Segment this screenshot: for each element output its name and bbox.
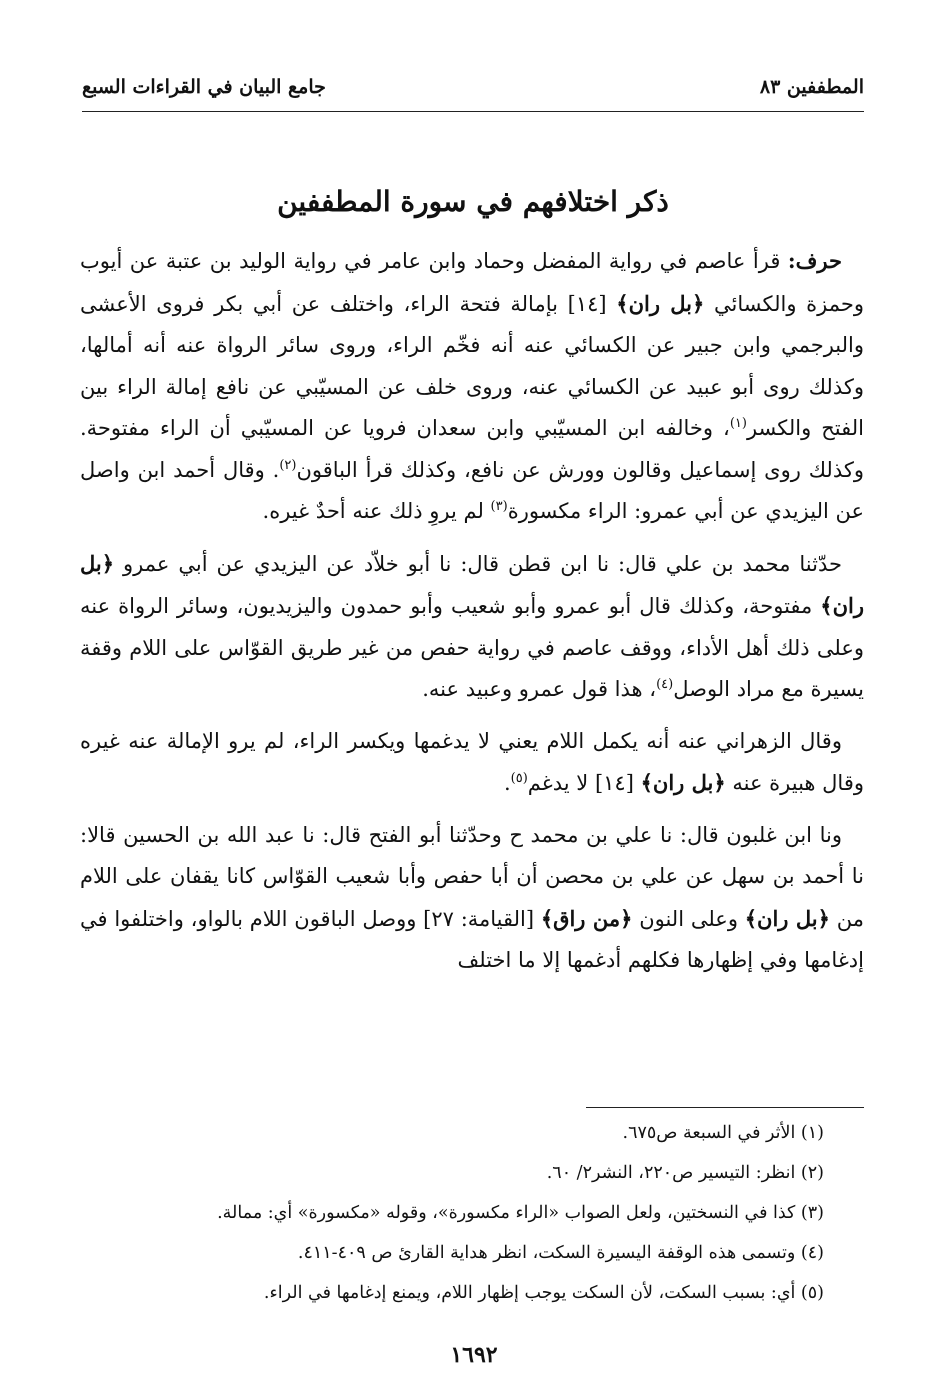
- footnote-5: (٥) أي: بسبب السكت، لأن السكت يوجب إظهار اللام، ويمنع إدغامها في الراء.: [263, 1283, 824, 1303]
- footnote-marker: (٢): [279, 457, 297, 473]
- paragraph-lead: حرف:: [787, 248, 842, 273]
- quran-quote: ﴿بل ران﴾: [80, 550, 864, 618]
- footnote-2: (٢) انظر: التيسير ص٢٢٠، النشر٢/ ٦٠.: [546, 1163, 824, 1183]
- text-run: [١٤] لا يدغم: [527, 771, 641, 795]
- chapter-title: ذكر اختلافهم في سورة المطففين: [277, 185, 669, 218]
- text-run: وقال الزهراني عنه أنه يكمل اللام يعني لا يدغمها ويكسر الراء، لم يرو الإمالة عنه غيره وقال هبيرة عنه: [80, 728, 864, 795]
- text-run: ، هذا قول عمرو وعبيد عنه.: [422, 677, 657, 701]
- text-run: .: [503, 771, 511, 795]
- footnote-1: (١) الأثر في السبعة ص٦٧٥.: [622, 1123, 824, 1143]
- paragraph-4: [80, 815, 864, 982]
- paragraph-3: [80, 721, 864, 805]
- quran-quote: ﴿بل ران﴾: [744, 905, 830, 931]
- running-header: [82, 66, 864, 110]
- footnotes: [80, 1122, 864, 1322]
- text-run: وعلى النون: [632, 906, 745, 931]
- text-run: ، وخالفه ابن المسيّبي وابن سعدان فرويا عن المسيّبي أن الراء مفتوحة. وكذلك روى إسماعيل وقالون وورش عن نافع، وكذلك قرأ الباقون: [80, 416, 864, 482]
- paragraph-2: [80, 543, 864, 711]
- text-run: [القيامة: ٢٧] ووصل الباقون اللام بالواو، واختلفوا في إدغامها وفي إظهارها فكلهم أدغمها إلا ما اختلف: [80, 906, 864, 972]
- paragraph-1: [80, 240, 864, 533]
- footnote-marker: (٤): [656, 677, 674, 692]
- text-run: [١٤] بإمالة فتحة الراء، واختلف عن أبي بكر فروى الأعشى والبرجمي وابن جبير عن الكسائي عنه أنه فخّم الراء، وروى سائر الرواة عنه أنه أمالها، وكذلك روى أبو عبيد عن الكسائي عنه، وروى خلف عن المسيّبي عن نافع إمالة الراء بين الفتح والكسر: [80, 291, 865, 440]
- page-number: ١٦٩٢: [450, 1342, 498, 1368]
- footnote-marker: (٥): [510, 771, 528, 786]
- text-run: ونا ابن غلبون قال: نا علي بن محمد ح وحدّثنا أبو الفتح قال: نا عبد الله بن الحسين قالا: نا أحمد بن سهل عن علي بن محصن أن أبا حفص وأبا شعيب القوّاس كانا يقفان على اللام من: [80, 822, 864, 931]
- header-divider: [82, 111, 864, 112]
- text-run: مفتوحة، وكذلك قال أبو عمرو وأبو شعيب وأبو حمدون واليزيديون، وسائر الرواة عنه وعلى ذلك أهل الأداء، ووقف عاصم في رواية حفص من غير طريق القوّاس على اللام وقفة يسيرة مع مراد الوصل: [80, 594, 864, 701]
- quran-quote: ﴿من راق﴾: [540, 905, 633, 931]
- footnote-marker: (٣): [490, 499, 508, 514]
- header-book-title: جامع البيان في القراءات السبع: [82, 76, 326, 98]
- footnote-marker: (١): [729, 416, 747, 431]
- text-run: لم يروِ ذلك عنه أحدٌ غيره.: [262, 499, 491, 523]
- header-surah-label: المطففين ٨٣: [759, 76, 864, 98]
- quran-quote: ﴿بل ران﴾: [616, 290, 705, 316]
- text-run: . وقال أحمد ابن واصل عن اليزيدي عن أبي عمرو: الراء مكسورة: [80, 457, 864, 523]
- quran-quote: ﴿بل ران﴾: [640, 770, 726, 795]
- footnote-divider: [586, 1107, 864, 1108]
- text-run: حدّثنا محمد بن علي قال: نا ابن قطن قال: نا أبو خلاّد عن اليزيدي عن أبي عمرو: [114, 551, 842, 576]
- body-text: [80, 240, 864, 992]
- footnote-3: (٣) كذا في النسختين، ولعل الصواب «الراء مكسورة»، وقوله «مكسورة» أي: ممالة.: [217, 1203, 824, 1223]
- footnote-4: (٤) وتسمى هذه الوقفة اليسيرة السكت، انظر هداية القارئ ص ٤٠٩-٤١١.: [297, 1243, 824, 1263]
- text-run: قرأ عاصم في رواية المفضل وحماد وابن عامر في رواية الوليد بن عتبة عن أيوب وحمزة والكسائي: [80, 249, 865, 316]
